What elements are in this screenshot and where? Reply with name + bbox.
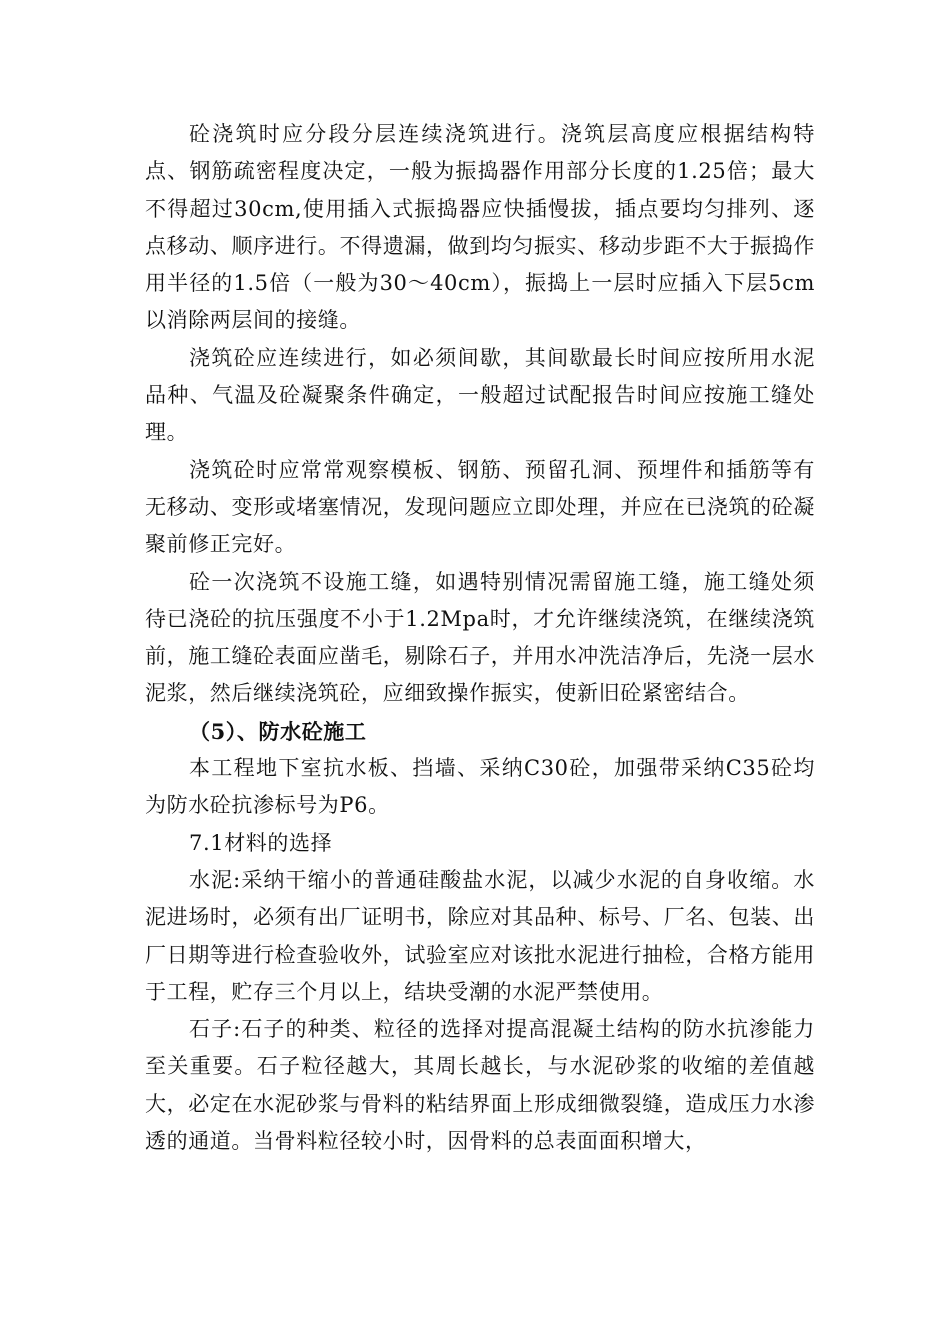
section-heading-waterproof-concrete: （5）、防水砼施工 [189, 718, 367, 744]
paragraph-stone: 石子:石子的种类、粒径的选择对提高混凝土结构的防水抗渗能力至关重要。石子粒径越大，其周长越长，与水泥砂浆的收缩的差值越大，必定在水泥砂浆与骨料的粘结界面上形成细微裂缝，造成压力水渗透的通道。当骨料粒径较小时，因骨料的总表面面积增大， [145, 1017, 815, 1154]
paragraph-continuous-pouring: 浇筑砼应连续进行，如必须间歇，其间歇最长时间应按所用水泥品种、气温及砼凝聚条件确定，一般超过试配报告时间应按施工缝处理。 [145, 345, 815, 445]
paragraph-cement: 水泥:采纳干缩小的普通硅酸盐水泥，以减少水泥的自身收缩。水泥进场时，必须有出厂证明书，除应对其品种、标号、厂名、包装、出厂日期等进行检查验收外，试验室应对该批水泥进行抽检，合格方能用于工程，贮存三个月以上，结块受潮的水泥严禁使用。 [145, 867, 815, 1004]
paragraph-construction-joint: 砼一次浇筑不设施工缝，如遇特别情况需留施工缝，施工缝处须待已浇砼的抗压强度不小于1.2Mpa时，才允许继续浇筑，在继续浇筑前，施工缝砼表面应凿毛，剔除石子，并用水冲洗洁净后，先浇一层水泥浆，然后继续浇筑砼，应细致操作振实，使新旧砼紧密结合。 [145, 569, 815, 706]
document-page [145, 116, 815, 1160]
subheading-material-selection: 7.1材料的选择 [189, 830, 333, 855]
paragraph-pouring-layers: 砼浇筑时应分段分层连续浇筑进行。浇筑层高度应根据结构特点、钢筋疏密程度决定，一般为振捣器作用部分长度的1.25倍；最大不得超过30cm,使用插入式振捣器应快插慢拔，插点要均匀排列、逐点移动、顺序进行。不得遗漏，做到均匀振实、移动步距不大于振捣作用半径的1.5倍（一般为30～40cm），振捣上一层时应插入下层5cm以消除两层间的接缝。 [145, 122, 815, 333]
paragraph-observation: 浇筑砼时应常常观察模板、钢筋、预留孔洞、预埋件和插筋等有无移动、变形或堵塞情况，发现问题应立即处理，并应在已浇筑的砼凝聚前修正完好。 [145, 457, 815, 557]
paragraph-waterproof-scope: 本工程地下室抗水板、挡墙、采纳C30砼，加强带采纳C35砼均为防水砼抗渗标号为P6。 [145, 756, 815, 818]
